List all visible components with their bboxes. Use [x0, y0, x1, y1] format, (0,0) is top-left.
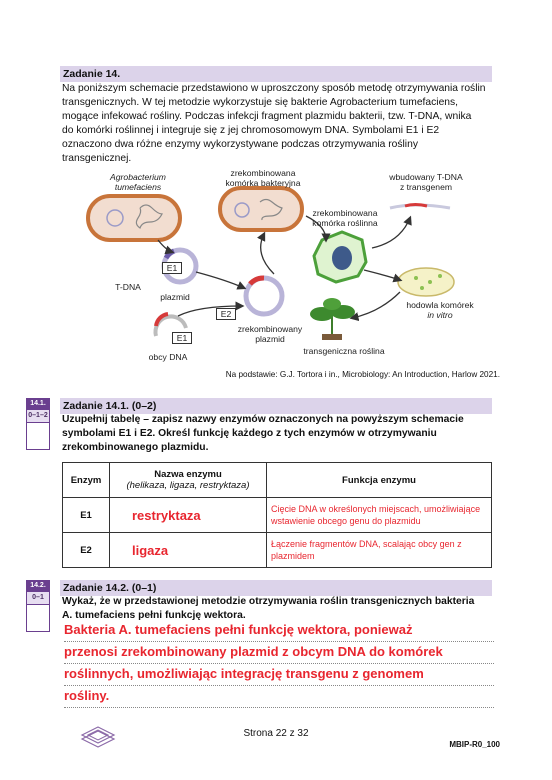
- agrobacterium-label: Agrobacterium: [110, 172, 166, 182]
- petri-dish-icon: [398, 268, 454, 296]
- function-line: Cięcie DNA w określonych miejscach, umożliwiające: [271, 504, 481, 514]
- culture-label: hodowla komórek: [406, 300, 474, 310]
- intro-line: oznaczono dwa różne enzymy wykorzystywane podczas otrzymywania rośliny: [62, 139, 418, 150]
- source-note: Na podstawie: G.J. Tortora i in., Microbiology: An Introduction, Harlow 2021.: [225, 370, 500, 379]
- enzyme-name-answer[interactable]: restryktaza: [110, 498, 267, 533]
- table-row: [63, 498, 492, 533]
- transgenic-diagram: [60, 166, 500, 366]
- enzyme-code: E1: [63, 498, 110, 533]
- culture-label: in vitro: [427, 310, 453, 320]
- plant-cell-label: komórka roślinna: [312, 218, 378, 228]
- task142-number: 14.2.: [26, 580, 50, 592]
- agrobacterium-label: tumefaciens: [114, 182, 162, 192]
- intro-line: do komórki roślinnej i integruje się z jej chromosomowym DNA. Symbolami E1 i E2: [62, 125, 440, 136]
- task141-score: 0–1–2: [26, 410, 50, 423]
- col-enzym: Enzym: [63, 463, 110, 498]
- enzyme-table: [62, 462, 492, 568]
- plant-cell-icon: [314, 232, 366, 282]
- col-name: [110, 463, 267, 498]
- enzyme-e1-label: E1: [162, 262, 182, 274]
- col-name-hint: (helikaza, ligaza, restryktaza): [126, 480, 250, 491]
- enzyme-e2-label: E2: [216, 308, 236, 320]
- enzyme-e1-label: E1: [172, 332, 192, 344]
- cke-logo-icon: [78, 722, 118, 748]
- function-line: plazmidem: [271, 551, 315, 561]
- task141-score-tag: [26, 398, 50, 450]
- function-line: wstawienie obcego genu do plazmidu: [271, 516, 421, 526]
- foreign-dna-label: obcy DNA: [148, 352, 188, 362]
- task14-intro: [62, 82, 502, 166]
- enzyme-function-answer[interactable]: [267, 498, 492, 533]
- tdna-transgene-label: wbudowany T-DNA: [389, 172, 463, 182]
- recombinant-plasmid-label: zrekombinowany: [237, 324, 303, 334]
- exam-code: MBIP-R0_100: [449, 740, 500, 749]
- task141-instruction: Uzupełnij tabelę – zapisz nazwy enzymów oznaczonych na powyższym schemacie: [62, 414, 464, 425]
- task142-instruction: A. tumefaciens pełni funkcję wektora.: [62, 610, 246, 621]
- answer-line: roślinnych, umożliwiając integrację transgenu z genomem: [64, 664, 494, 686]
- function-line: Łączenie fragmentów DNA, scalając obcy gen z: [271, 539, 462, 549]
- answer-line: Bakteria A. tumefaciens pełni funkcję wektora, ponieważ: [64, 620, 494, 642]
- task141-number: 14.1.: [26, 398, 50, 410]
- task142-score-box[interactable]: [26, 605, 50, 632]
- plant-cell-label: zrekombinowana: [312, 208, 378, 218]
- task141-instruction: zrekombinowanego plazmidu.: [62, 442, 209, 453]
- recombinant-bacterium-label: zrekombinowana: [230, 168, 296, 178]
- task141-instruction: symbolami E1 i E2. Określ funkcję każdego z tych enzymów w otrzymywaniu: [62, 428, 437, 439]
- recombinant-plasmid-icon: [246, 278, 282, 314]
- plant-icon: [310, 298, 355, 340]
- task142-title: Zadanie 14.2. (0–1): [60, 580, 492, 596]
- recombinant-bacterium-label: komórka bakteryjna: [225, 178, 301, 188]
- answer-line: przenosi zrekombinowany plazmid z obcym DNA do komórek: [64, 642, 494, 664]
- intro-line: mogące infekować rośliny. Podczas infekcji fragment plazmidu bakterii, tzw. T-DNA, wnika: [62, 111, 472, 122]
- task142-instruction: Wykaż, że w przedstawionej metodzie otrzymywania roślin transgenicznych bakteria: [62, 596, 475, 607]
- task142-answer-area[interactable]: [64, 620, 494, 708]
- task141-score-box[interactable]: [26, 423, 50, 450]
- intro-line: transgenicznych. W tej metodzie wykorzystuje się bakterie Agrobacterium tumefaciens,: [62, 97, 459, 108]
- answer-line: rośliny.: [64, 686, 494, 708]
- plasmid-label: plazmid: [160, 292, 190, 302]
- transgene-tdna-icon: [390, 205, 450, 209]
- table-header-row: [63, 463, 492, 498]
- intro-line: Na poniższym schemacie przedstawiono w uproszczony sposób metodę otrzymywania roślin: [62, 83, 486, 94]
- table-row: [63, 533, 492, 568]
- intro-line: transgenicznej.: [62, 153, 132, 164]
- agrobacterium-cell-icon: [88, 196, 180, 240]
- tdna-label: T-DNA: [115, 282, 141, 292]
- enzyme-name-answer[interactable]: ligaza: [110, 533, 267, 568]
- task142-score-tag: [26, 580, 50, 632]
- recombinant-plasmid-label: plazmid: [255, 334, 285, 344]
- col-name-title: Nazwa enzymu: [154, 469, 222, 480]
- task141-title: Zadanie 14.1. (0–2): [60, 398, 492, 414]
- page-number: Strona 22 z 32: [243, 728, 309, 739]
- tdna-transgene-label: z transgenem: [399, 182, 453, 192]
- enzyme-function-answer[interactable]: [267, 533, 492, 568]
- task142-score: 0–1: [26, 592, 50, 605]
- enzyme-code: E2: [63, 533, 110, 568]
- recombinant-bacterium-icon: [220, 188, 302, 230]
- transgenic-plant-label: transgeniczna roślina: [303, 346, 385, 356]
- col-func: Funkcja enzymu: [267, 463, 492, 498]
- task14-title: Zadanie 14.: [60, 66, 492, 82]
